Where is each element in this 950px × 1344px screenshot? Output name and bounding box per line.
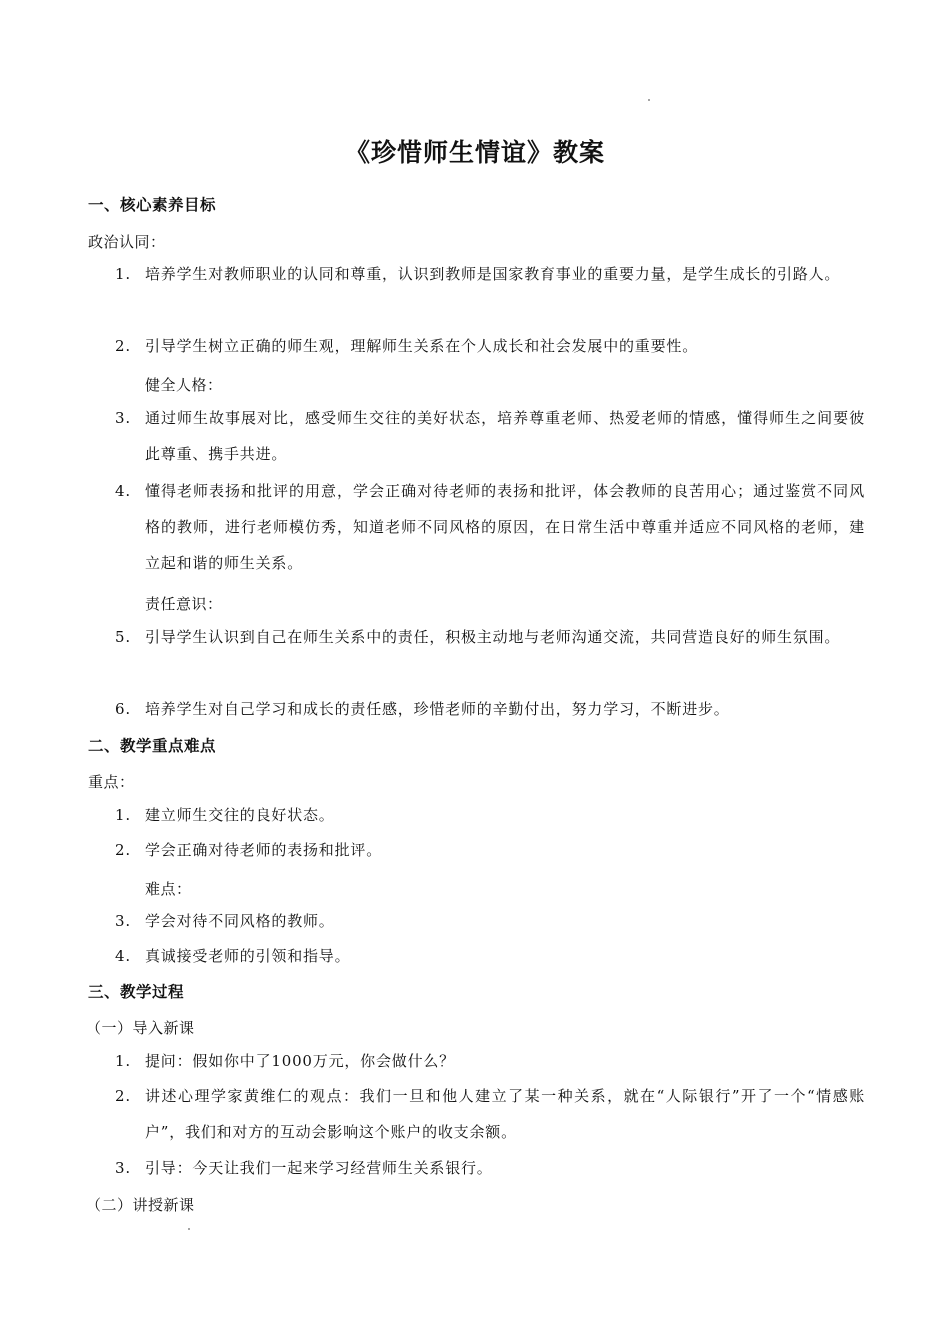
list-item-number: 3. <box>115 409 131 427</box>
subheading-personality: 健全人格： <box>145 376 223 394</box>
list-item-text: 学会对待不同风格的教师。 <box>145 912 335 930</box>
list-item <box>115 328 865 364</box>
list-item-text: 提问：假如你中了1000万元，你会做什么？ <box>145 1052 455 1070</box>
list-item-number: 6. <box>115 700 131 718</box>
list-item-text: 引导学生认识到自己在师生关系中的责任，积极主动地与老师沟通交流，共同营造良好的师生氛围。 <box>145 628 841 646</box>
list-item-number: 1. <box>115 1052 131 1070</box>
section-intro-political: 政治认同： <box>88 233 166 251</box>
section-heading-key-points: 二、教学重点难点 <box>88 737 217 755</box>
list-item <box>115 903 865 939</box>
list-item <box>115 1150 865 1186</box>
list-item-number: 1. <box>115 806 131 824</box>
list-item-text: 懂得老师表扬和批评的用意，学会正确对待老师的表扬和批评，体会教师的良苦用心；通过鉴赏不同风格的教师，进行老师模仿秀，知道老师不同风格的原因，在日常生活中尊重并适应不同风格的老师，建立起和谐的师生关系。 <box>145 482 865 572</box>
list-item-number: 4. <box>115 947 131 965</box>
list-item-text: 讲述心理学家黄维仁的观点：我们一旦和他人建立了某一种关系，就在“人际银行”开了一个“情感账户”，我们和对方的互动会影响这个账户的收支余额。 <box>145 1087 865 1141</box>
list-item-number: 1. <box>115 265 131 283</box>
list-item-number: 5. <box>115 628 131 646</box>
list-item-number: 4. <box>115 482 131 500</box>
list-item <box>115 473 865 581</box>
section-heading-process: 三、教学过程 <box>88 983 185 1001</box>
list-item <box>115 832 865 868</box>
list-item <box>115 691 865 727</box>
list-item-text: 通过师生故事展对比，感受师生交往的美好状态，培养尊重老师、热爱老师的情感，懂得师生之间要彼此尊重、携手共进。 <box>145 409 865 463</box>
list-item-text: 学会正确对待老师的表扬和批评。 <box>145 841 383 859</box>
subheading-difficulty: 难点： <box>145 880 192 898</box>
list-item-text: 培养学生对自己学习和成长的责任感，珍惜老师的辛勤付出，努力学习，不断进步。 <box>145 700 730 718</box>
list-item <box>115 1078 865 1150</box>
list-item <box>115 797 865 833</box>
subheading-responsibility: 责任意识： <box>145 595 223 613</box>
list-item-number: 3. <box>115 912 131 930</box>
list-item-number: 2. <box>115 841 131 859</box>
list-item <box>115 938 865 974</box>
document-title: 《珍惜师生情谊》教案 <box>344 138 605 167</box>
subsection-intro: （一）导入新课 <box>86 1019 195 1037</box>
page-mark-dot <box>648 99 650 101</box>
section-intro-key: 重点： <box>88 773 135 791</box>
list-item <box>115 1043 865 1079</box>
list-item-text: 培养学生对教师职业的认同和尊重，认识到教师是国家教育事业的重要力量，是学生成长的引路人。 <box>145 265 841 283</box>
list-item-text: 引导学生树立正确的师生观，理解师生关系在个人成长和社会发展中的重要性。 <box>145 337 699 355</box>
section-heading-goals: 一、核心素养目标 <box>88 196 217 214</box>
list-item-number: 2. <box>115 1087 131 1105</box>
list-item-text: 真诚接受老师的引领和指导。 <box>145 947 351 965</box>
list-item-number: 2. <box>115 337 131 355</box>
list-item-text: 引导：今天让我们一起来学习经营师生关系银行。 <box>145 1159 493 1177</box>
list-item <box>115 400 865 472</box>
list-item-text: 建立师生交往的良好状态。 <box>145 806 335 824</box>
list-item-number: 3. <box>115 1159 131 1177</box>
page-mark-dot <box>188 1228 190 1230</box>
list-item <box>115 256 865 292</box>
subsection-new-lesson: （二）讲授新课 <box>86 1196 195 1214</box>
list-item <box>115 619 865 655</box>
